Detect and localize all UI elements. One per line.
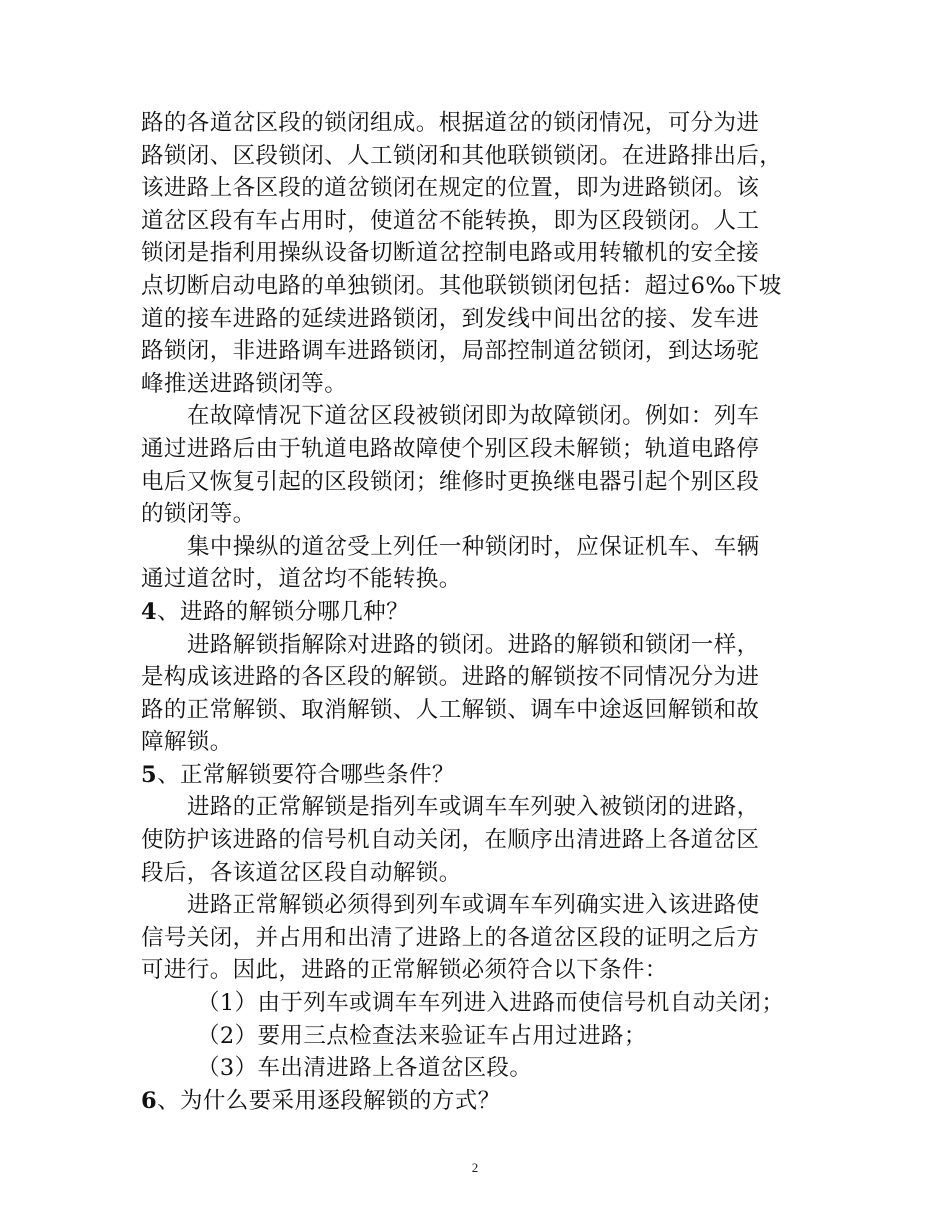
question-number: 4 (141, 598, 158, 625)
text-line: 该进路上各区段的道岔锁闭在规定的位置，即为进路锁闭。该 (141, 175, 760, 202)
text-line: 使防护该进路的信号机自动关闭，在顺序出清进路上各道岔区 (141, 827, 760, 854)
question-heading (141, 759, 811, 792)
text-line: 通过道岔时，道岔均不能转换。 (141, 566, 462, 593)
text-line: 路锁闭，非进路调车进路锁闭，局部控制道岔锁闭，到达场驼 (141, 338, 760, 365)
text-line: 路的各道岔区段的锁闭组成。根据道岔的锁闭情况，可分为进 (141, 110, 760, 136)
text-line: 信号关闭，并占用和出清了进路上的各道岔区段的证明之后方 (141, 924, 760, 951)
question-heading (141, 596, 811, 629)
text-line: 通过进路后由于轨道电路故障使个别区段未解锁；轨道电路停 (141, 435, 760, 462)
question-number: 6 (141, 1087, 158, 1114)
text-line: 进路正常解锁必须得到列车或调车车列确实进入该进路使 (187, 892, 760, 919)
text-line: 是构成该进路的各区段的解锁。进路的解锁按不同情况分为进 (141, 664, 760, 691)
text-line: 的锁闭等。 (141, 501, 256, 528)
text-line: （1）由于列车或调车车列进入进路而使信号机自动关闭； (197, 990, 785, 1017)
question-text: 、为什么要采用逐段解锁的方式？ (157, 1087, 501, 1114)
text-line: 进路解锁指解除对进路的锁闭。进路的解锁和锁闭一样， (187, 631, 760, 658)
body-text (141, 107, 811, 1117)
text-line: 道的接车进路的延续进路锁闭，到发线中间出岔的接、发车进 (141, 305, 760, 332)
text-line: 在故障情况下道岔区段被锁闭即为故障锁闭。例如：列车 (187, 403, 760, 430)
text-line: 路的正常解锁、取消解锁、人工解锁、调车中途返回解锁和故 (141, 696, 760, 723)
question-text: 、进路的解锁分哪几种？ (157, 598, 409, 625)
question-text: 、正常解锁要符合哪些条件？ (157, 761, 455, 788)
question-number: 5 (141, 761, 158, 788)
text-line: 路锁闭、区段锁闭、人工锁闭和其他联锁锁闭。在进路排出后， (141, 142, 783, 169)
text-line: 集中操纵的道岔受上列任一种锁闭时，应保证机车、车辆 (187, 533, 760, 560)
text-line: 电后又恢复引起的区段锁闭；维修时更换继电器引起个别区段 (141, 468, 760, 495)
text-line: （2）要用三点检查法来验证车占用过进路； (197, 1022, 647, 1049)
text-line: 峰推送进路锁闭等。 (141, 370, 348, 397)
text-line: 点切断启动电路的单独锁闭。其他联锁锁闭包括：超过6‰下坡 (141, 272, 782, 299)
page-number: 2 (471, 1160, 479, 1175)
text-line: 进路的正常解锁是指列车或调车车列驶入被锁闭的进路， (187, 794, 760, 821)
text-line: 锁闭是指利用操纵设备切断道岔控制电路或用转辙机的安全接 (141, 240, 760, 267)
text-line: 可进行。因此，进路的正常解锁必须符合以下条件： (141, 957, 668, 984)
question-heading (141, 1085, 811, 1118)
text-line: 段后，各该道岔区段自动解锁。 (141, 859, 462, 886)
text-line: （3）车出清进路上各道岔区段。 (197, 1055, 533, 1082)
text-line: 道岔区段有车占用时，使道岔不能转换，即为区段锁闭。人工 (141, 207, 760, 234)
text-line: 障解锁。 (141, 729, 233, 756)
